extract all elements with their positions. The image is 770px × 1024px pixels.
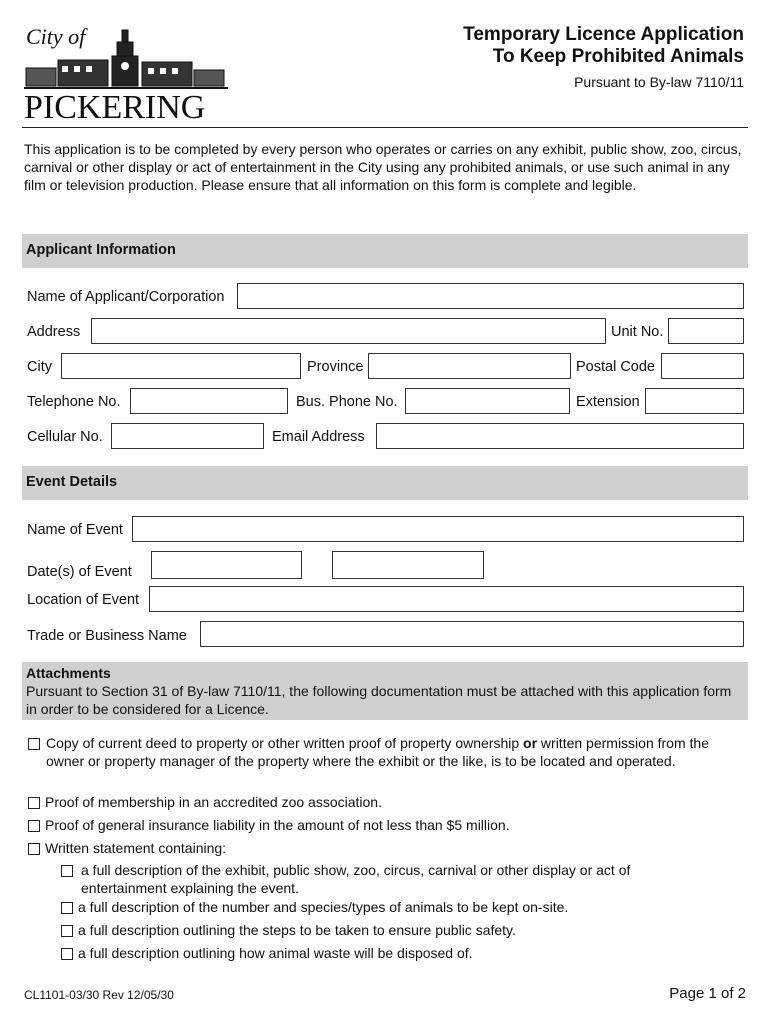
form-subtitle: Pursuant to By-law 7110/11 — [574, 74, 744, 90]
sub-waste-text: a full description outlining how animal waste will be disposed of. — [78, 945, 473, 961]
checkbox-sub-safety[interactable] — [61, 925, 73, 937]
province-field[interactable] — [368, 353, 571, 379]
cellular-label: Cellular No. — [27, 429, 103, 445]
event-date-end-field[interactable] — [332, 551, 484, 579]
checkbox-deed[interactable] — [28, 738, 40, 750]
telephone-field[interactable] — [130, 388, 288, 414]
deed-text-or: or — [523, 735, 538, 751]
attachment-insurance-text: Proof of general insurance liability in the amount of not less than $5 million. — [45, 817, 510, 833]
title-line-1: Temporary Licence Application — [463, 24, 744, 45]
city-of-pickering-logo — [22, 20, 232, 122]
checkbox-insurance[interactable] — [28, 820, 40, 832]
address-label: Address — [27, 324, 81, 340]
bus-phone-field[interactable] — [405, 388, 570, 414]
email-field[interactable] — [376, 423, 744, 449]
extension-field[interactable] — [645, 388, 744, 414]
event-location-field[interactable] — [149, 586, 744, 612]
event-date-start-field[interactable] — [151, 551, 302, 579]
deed-text-b: written permission from the owner or property manager of the property where the exhibit or the like, is to be located and operated. — [46, 735, 709, 769]
attachment-written-statement-text: Written statement containing: — [45, 840, 227, 856]
sub-exhibit-description-text: a full description of the exhibit, public show, zoo, circus, carnival or other display or act of entertainment explaining the event. — [81, 862, 631, 896]
postal-code-field[interactable] — [661, 353, 744, 379]
telephone-label: Telephone No. — [27, 394, 121, 410]
attachment-deed-text — [46, 734, 746, 770]
unit-label: Unit No. — [611, 324, 664, 340]
event-dates-label: Date(s) of Event — [27, 564, 132, 580]
deed-text-a: Copy of current deed to property or other written proof of property ownership — [46, 735, 520, 751]
city-label: City — [27, 359, 52, 375]
attachment-zoo-membership-text: Proof of membership in an accredited zoo association. — [45, 794, 382, 810]
extension-label: Extension — [576, 394, 640, 410]
applicant-name-label: Name of Applicant/Corporation — [27, 289, 225, 305]
intro-paragraph: This application is to be completed by every person who operates or carries on any exhibit, public show, zoo, circus, carnival or other display or act of entertainment in the City using any prohibited animals, or use such animal in any film or television production. Please ensure that all information on this form is complete and legible. — [24, 141, 742, 193]
trade-name-label: Trade or Business Name — [27, 628, 187, 644]
address-field[interactable] — [91, 318, 606, 344]
city-field[interactable] — [61, 353, 301, 379]
cellular-field[interactable] — [111, 423, 264, 449]
checkbox-written-statement[interactable] — [28, 843, 40, 855]
page-number: Page 1 of 2 — [669, 985, 746, 1002]
unit-field[interactable] — [668, 318, 744, 344]
postal-code-label: Postal Code — [576, 359, 655, 375]
checkbox-sub-waste[interactable] — [61, 948, 73, 960]
form-code: CL1101-03/30 Rev 12/05/30 — [24, 988, 174, 1002]
event-section-header: Event Details — [22, 466, 748, 500]
attachments-note: Pursuant to Section 31 of By-law 7110/11, the following documentation must be attached with this application form in order to be considered for a Licence. — [26, 683, 732, 717]
event-name-field[interactable] — [132, 516, 744, 542]
email-label: Email Address — [272, 429, 365, 445]
title-line-2: To Keep Prohibited Animals — [492, 46, 744, 67]
event-name-label: Name of Event — [27, 522, 123, 538]
applicant-name-field[interactable] — [237, 283, 744, 309]
checkbox-sub-exhibit-description[interactable] — [61, 865, 73, 877]
form-title — [463, 24, 744, 68]
checkbox-zoo-membership[interactable] — [28, 797, 40, 809]
header-divider — [22, 127, 748, 128]
event-location-label: Location of Event — [27, 592, 140, 608]
checkbox-sub-animals[interactable] — [61, 902, 73, 914]
province-label: Province — [307, 359, 364, 375]
trade-name-field[interactable] — [200, 621, 744, 647]
applicant-section-header: Applicant Information — [22, 234, 748, 268]
sub-animals-text: a full description of the number and species/types of animals to be kept on-site. — [78, 899, 569, 915]
attachments-heading: Attachments — [26, 665, 111, 681]
sub-safety-text: a full description outlining the steps to be taken to ensure public safety. — [78, 922, 516, 938]
attachments-section-header — [22, 662, 748, 720]
logo-city-of-text: City of — [26, 24, 86, 49]
logo-pickering-text: PICKERING — [24, 89, 206, 122]
bus-phone-label: Bus. Phone No. — [296, 394, 398, 410]
